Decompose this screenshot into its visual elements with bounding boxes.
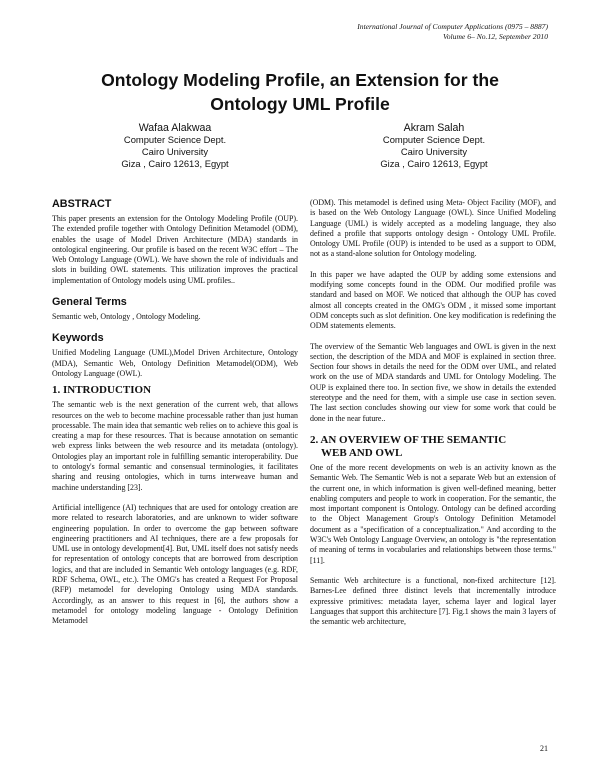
abstract-heading: ABSTRACT	[52, 198, 112, 210]
journal-volume: Volume 6– No.12, September 2010	[442, 31, 548, 41]
general-terms-text: Semantic web, Ontology , Ontology Modeling.	[52, 312, 201, 322]
page-number: 21	[540, 744, 548, 753]
title-line-2: Ontology UML Profile	[210, 94, 390, 114]
introduction-heading: 1. INTRODUCTION	[52, 384, 152, 397]
abstract-text: This paper presents an extension for the Ontology Modeling Profile (OUP). The extended profile together with Ontology Definition Metamodel (ODM), enables the usage of Model Driven Architecture (MDA) standards in ontological engineering. Our profile is based on the recent W3C effort – The Web Ontology Language (OWL). We have shown the role of individuals and slots in building OWL statements. This utilization improves the practical implementation of Ontology models using UML profiles..	[52, 214, 298, 285]
author-university: Cairo University	[141, 146, 209, 157]
author-block-1	[75, 122, 275, 169]
introduction-paragraph-1: The semantic web is the next generation of the current web, that allows resources on the web to become machine processable rather than just human processable. The main idea that semantic web relies on to achieve this goal is creating a map for these resources. That is because annotation on semantic web express links between the web resource and its metadata (ontology). Ontologies play an important role in fulfilling semantic interoperability. Due to ontology's formal semantic and consensual terminologies, it facilitates sharing and reusing ontologies, which in turns interweave human and machine understanding [23].	[52, 400, 298, 492]
author-city: Giza , Cairo 12613, Egypt	[380, 157, 488, 169]
adaptation-paragraph: In this paper we have adapted the OUP by adding some extensions and modifying some concepts found in the ODM. Our modified profile was standard and based on MOF. We noticed that although the OUP has coved almost all concepts created in the OMG's ODM , it missed some important ODM concepts such as slot definition. One key modification is redefining the ODM statements elements.	[310, 269, 556, 331]
left-column	[52, 198, 298, 627]
introduction-paragraph-2: Artificial intelligence (AI) techniques that are used for ontology creation are more related to research laboratories, and are unknown to wider software engineering population. In order to overcome the gap between software engineering practitioners and AI techniques, there are a few proposals for UML use in ontology development[4]. But, UML itself does not satisfy needs for representation of ontology concepts that are borrowed from description logics, and that are included in Semantic Web ontology languages (e.g. RDF, RDF Schema, OWL, etc.). The OMG's has created a Request For Proposal (RFP) metamodel for developing Ontology using MDA standards. Accordingly, as an answer to this request in [6], the authors show a metamodel for ontology modeling language - Ontology Definition Metamodel	[52, 502, 298, 626]
paper-title	[40, 68, 560, 116]
author-dept: Computer Science Dept.	[382, 134, 486, 146]
author-block-2	[334, 122, 534, 169]
author-city: Giza , Cairo 12613, Egypt	[121, 157, 229, 169]
general-terms-heading: General Terms	[52, 296, 127, 309]
section-2-heading-line-1: 2. AN OVERVIEW OF THE SEMANTIC	[310, 433, 507, 446]
author-dept: Computer Science Dept.	[123, 134, 227, 146]
keywords-heading: Keywords	[52, 332, 104, 345]
author-name: Wafaa Alakwaa	[138, 122, 212, 134]
journal-header	[357, 22, 548, 41]
author-university: Cairo University	[400, 146, 468, 157]
right-column	[310, 198, 556, 627]
section-2-heading	[310, 434, 556, 460]
overview-paragraph: The overview of the Semantic Web languages and OWL is given in the next section, the description of the MDA and MOF is explained in section three. Section four shows in details the need for the ODM over UML, and related work on the use of MDA standards and UML for Ontology Modeling. The OUP is explained there too. In section five, we show in details the extended stereotype and the need for them, with a simple use case in section seven. The last section concludes showing our view for some work that could be done in the near future..	[310, 341, 556, 423]
author-name: Akram Salah	[403, 122, 465, 134]
title-line-1: Ontology Modeling Profile, an Extension for the	[101, 70, 499, 90]
architecture-paragraph: Semantic Web architecture is a functional, non-fixed architecture [12]. Barnes-Lee defined three distinct levels that incrementally introduce expressive primitives: metadata layer, schema layer and logical layer Languages that support this architecture [7]. Fig.1 shows the main 3 layers of the semantic web architecture,	[310, 575, 556, 627]
semantic-web-paragraph: One of the more recent developments on web is an activity known as the Semantic Web. The Semantic Web is not a separate Web but an extension of the current one, in which information is given well-defined meaning, better enabling computers and people to work in cooperation. For the semantic, the most important component is Ontology. Ontology can be defined according to the Object Management Group's Ontology Definition Metamodel document as a "specification of a conceptualization." And according to the W3C's Web Ontology Language Overview, an ontology is "the representation of meaning of terms in vocabularies and relationships between those terms."[11].	[310, 462, 556, 565]
keywords-text: Unified Modeling Language (UML),Model Driven Architecture, Ontology (MDA), Semantic Web, Ontology Definition Metamodel(ODM), Web Ontology Language (OWL).	[52, 348, 298, 378]
section-2-heading-line-2: WEB AND OWL	[321, 446, 403, 459]
odm-paragraph: (ODM). This metamodel is defined using Meta- Object Facility (MOF), and is based on the Web Ontology Language (OWL). Since Unified Modeling Language (UML) is widely accepted as a modeling language, they also defined a profile that supports ontology design - Ontology UML Profile. Ontology UML Profile (OUP) is intended to be used as a support to ODM, not as a stand-alone solution for Ontology modeling.	[310, 198, 556, 259]
journal-name: International Journal of Computer Applications (0975 – 8887)	[357, 22, 548, 31]
